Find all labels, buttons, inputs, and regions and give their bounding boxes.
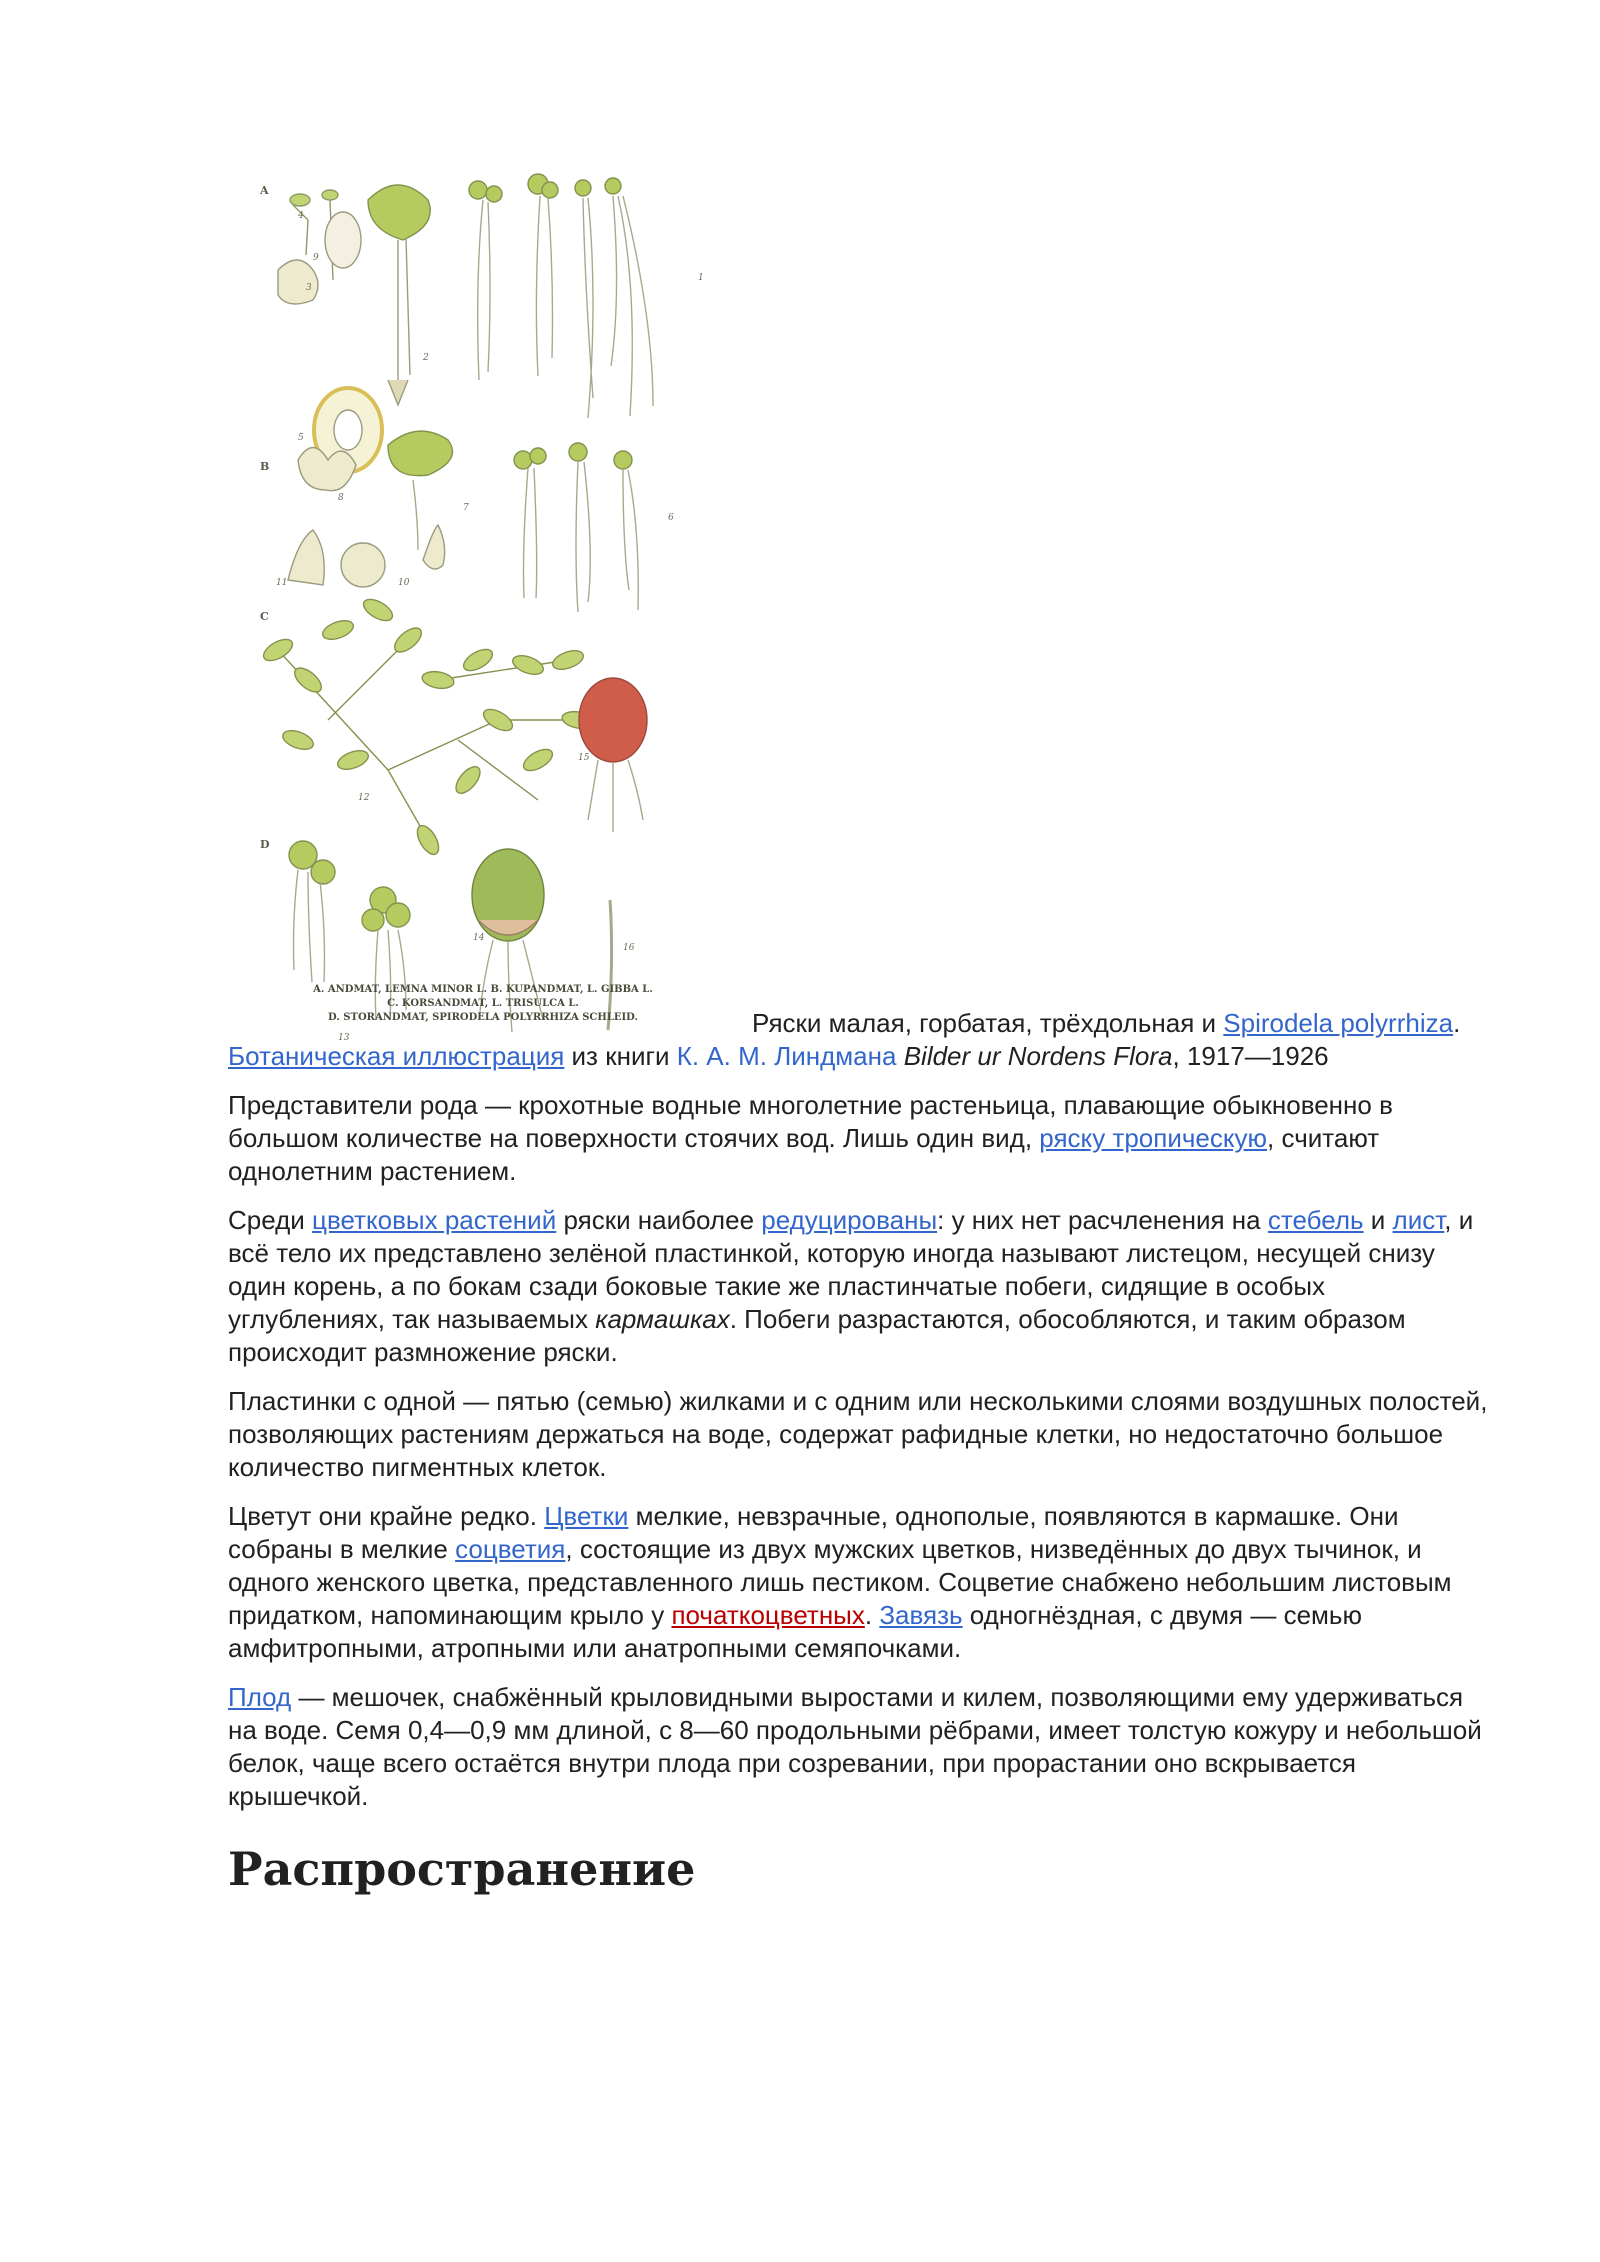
article-content (228, 160, 1488, 1897)
plate-number-2: 2 (423, 353, 429, 363)
plate-number-14: 14 (473, 933, 485, 943)
link-lindman[interactable]: К. А. М. Линдмана (676, 1041, 897, 1071)
paragraph-text: и (1363, 1205, 1393, 1235)
paragraph-text: , и всё тело их представлено зелёной пластинкой, которую иногда называют листецом, несущей снизу один корень, а по бокам сзади боковые такие же пластинчатые побеги, сидящие в особых углублениях, так называемых (228, 1205, 1474, 1334)
paragraph-text: Представители рода — крохотные водные многолетние растеньица, плавающие обыкновенно в большом количестве на поверхности стоячих вод. Лишь один вид, (228, 1090, 1393, 1153)
plate-legend-line-3: D. STORANDMAT, SPIRODELA POLYRRHIZA SCHLEID. (328, 1012, 638, 1023)
link-flowering-plants[interactable]: цветковых растений (312, 1205, 557, 1235)
paragraph-text: , считают однолетним растением. (228, 1123, 1380, 1186)
plate-number-8: 8 (338, 493, 344, 503)
paragraph-reduction (228, 1204, 1488, 1369)
plate-number-16: 16 (623, 943, 635, 953)
plate-number-4: 4 (298, 211, 304, 221)
link-flowers[interactable]: Цветки (544, 1501, 629, 1531)
plate-legend-line-2: C. KORSANDMAT, L. TRISULCA L. (387, 998, 579, 1009)
plate-number-3: 3 (306, 283, 312, 293)
plate-number-6: 6 (668, 513, 674, 523)
plate-number-11: 11 (276, 578, 288, 588)
plate-number-10: 10 (398, 578, 410, 588)
paragraph-text: . (864, 1600, 880, 1630)
plate-legend-line-1: A. ANDMAT, LEMNA MINOR L. B. KUPANDMAT, L. GIBBA L. (313, 984, 653, 995)
plate-letter-b: B (260, 460, 270, 473)
paragraph-fruit (228, 1681, 1488, 1813)
caption-text (896, 1041, 903, 1071)
plate-number-9: 9 (313, 253, 319, 263)
paragraph-text: Пластинки с одной — пятью (семью) жилками и с одним или несколькими слоями воздушных полостей, позволяющих растениям держаться на воде, содержат рафидные клетки, но недостаточно большое количество пигментных клеток. (228, 1386, 1488, 1482)
paragraph-plates (228, 1385, 1488, 1484)
plate-letter-a: A (260, 184, 269, 197)
paragraph-text: , состоящие из двух мужских цветков, низведённых до двух тычинок, и одного женского цветка, представленного лишь пестиком. Соцветие снабжено небольшим листовым придатком, напоминающим крыло у (228, 1534, 1452, 1630)
paragraph-text: — мешочек, снабжённый крыловидными выростами и килем, позволяющими ему удерживаться на воде. Семя 0,4—0,9 мм длиной, с 8—60 продольными рёбрами, имеет толстую кожуру и небольшой белок, чаще всего остаётся внутри плода при созревании, при прорастании оно вскрывается крышечкой. (228, 1682, 1482, 1811)
link-ovary[interactable]: Завязь (879, 1600, 963, 1630)
plate-number-5: 5 (298, 433, 304, 443)
link-fruit[interactable]: Плод (228, 1682, 292, 1712)
link-stem[interactable]: стебель (1267, 1205, 1364, 1235)
botanical-plate-image[interactable] (238, 160, 738, 1040)
italic-term: кармашках (595, 1304, 730, 1334)
plate-letter-c: C (260, 610, 269, 623)
paragraph-text: . Побеги разрастаются, обособляются, и таким образом происходит размножение ряски. (228, 1304, 1406, 1367)
paragraph-text: одногнёздная, с двумя — семью амфитропными, атропными или анатропными семяпочками. (228, 1600, 1362, 1663)
link-reduced[interactable]: редуцированы (761, 1205, 938, 1235)
botanical-plate-illustration (238, 160, 738, 1040)
paragraph-text: : у них нет расчленения на (937, 1205, 1268, 1235)
plate-number-13: 13 (338, 1033, 350, 1040)
paragraph-text: Среди (228, 1205, 313, 1235)
figure-with-caption (228, 160, 1488, 1073)
link-tropical-duckweed[interactable]: ряску тропическую (1039, 1123, 1268, 1153)
link-inflorescence[interactable]: соцветия (455, 1534, 566, 1564)
section-heading-distribution: Распространение (228, 1842, 696, 1896)
paragraph-flowering (228, 1500, 1488, 1665)
paragraph-representatives (228, 1089, 1488, 1188)
plate-letter-d: D (260, 838, 270, 851)
book-title: Bilder ur Nordens Flora (903, 1041, 1173, 1071)
plate-number-1: 1 (698, 273, 704, 283)
paragraph-text: мелкие, невзрачные, однополые, появляются в кармашке. Они собраны в мелкие (228, 1501, 1399, 1564)
paragraph-text: ряски наиболее (556, 1205, 762, 1235)
caption-text: , 1917—1926 (1172, 1041, 1329, 1071)
link-botanical-illustration[interactable]: Ботаническая иллюстрация (228, 1041, 565, 1071)
paragraph-text: Цветут они крайне редко. (228, 1501, 545, 1531)
link-leaf[interactable]: лист (1392, 1205, 1445, 1235)
caption-text: Ряски малая, горбатая, трёхдольная и (752, 1008, 1224, 1038)
plate-number-7: 7 (463, 503, 469, 513)
caption-text: . (1453, 1008, 1461, 1038)
link-spadiciflorae[interactable]: початкоцветных (671, 1600, 865, 1630)
plate-number-15: 15 (578, 753, 590, 763)
plate-number-12: 12 (358, 793, 370, 803)
link-spirodela-polyrrhiza[interactable]: Spirodela polyrrhiza (1223, 1008, 1454, 1038)
caption-text: из книги (564, 1041, 677, 1071)
